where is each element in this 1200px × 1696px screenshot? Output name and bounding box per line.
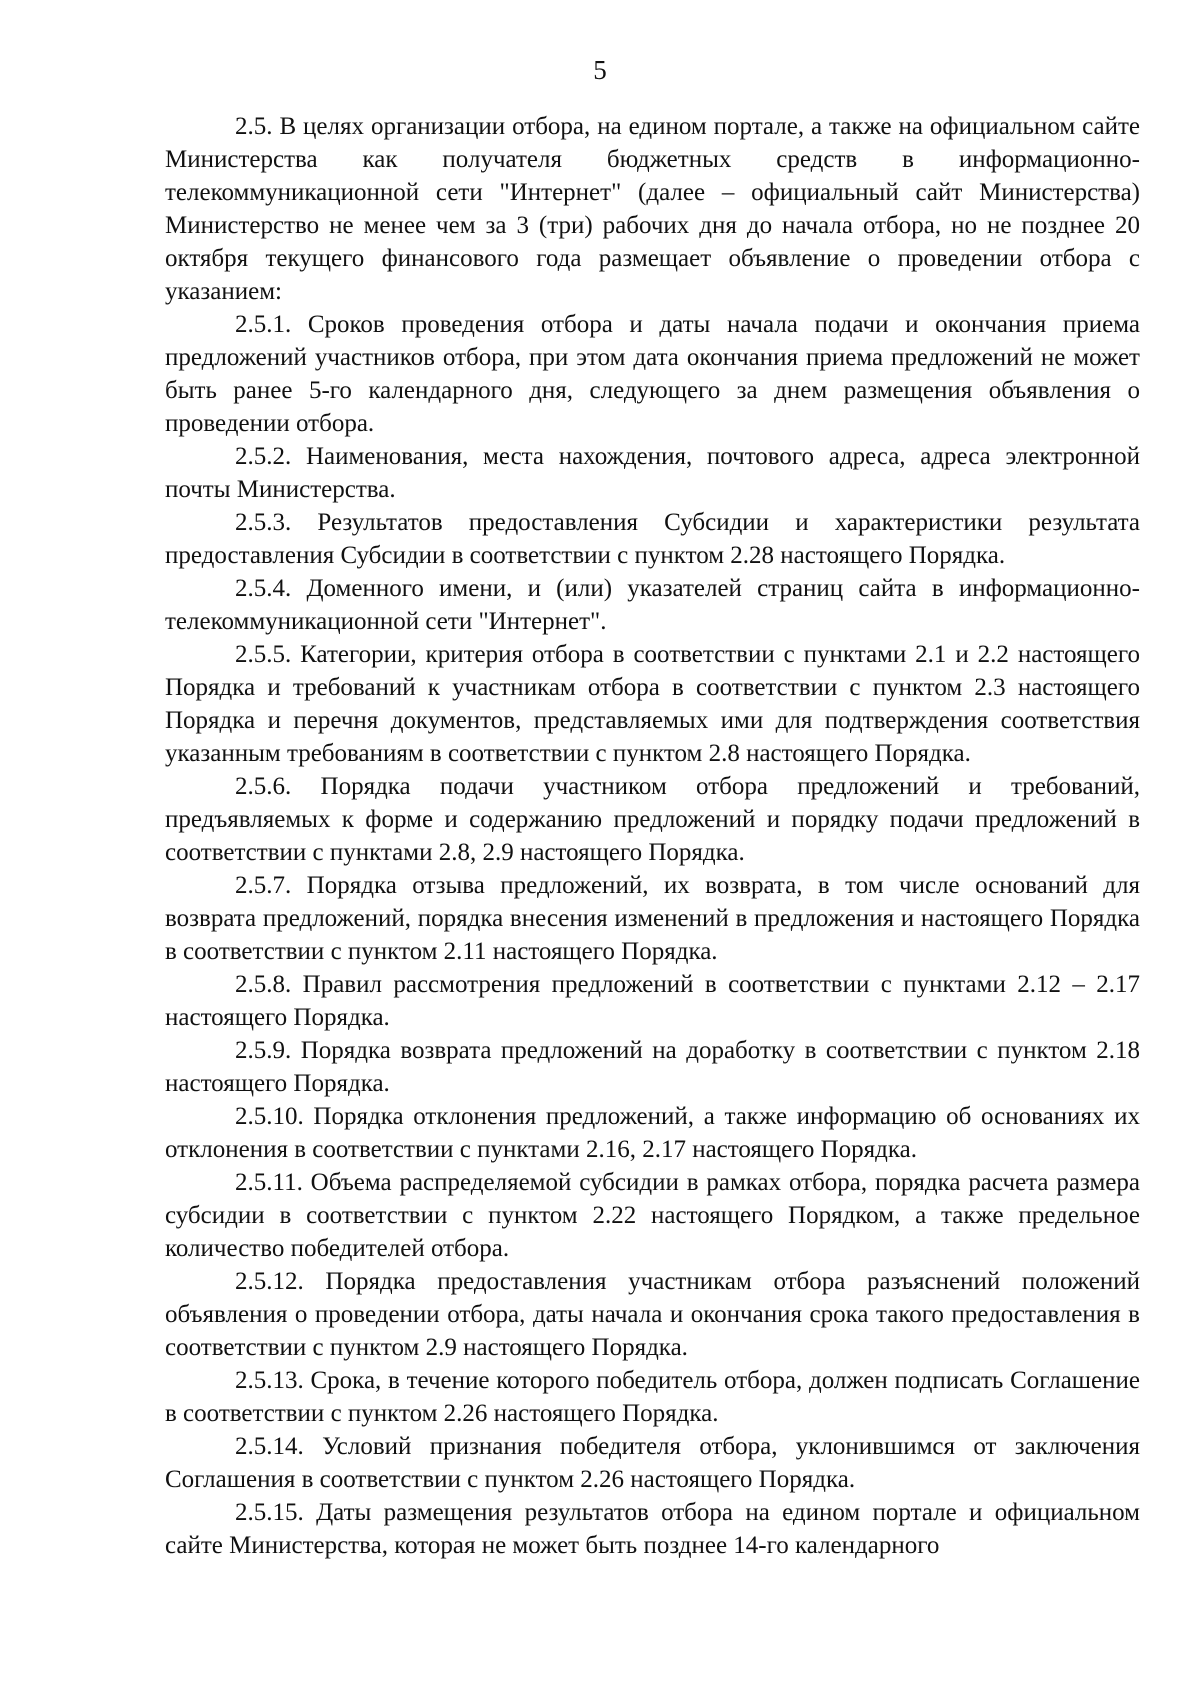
paragraph-2-5-2: 2.5.2. Наименования, места нахождения, почтового адреса, адреса электронной почты Министерства. (165, 443, 1140, 503)
paragraph-2-5-11: 2.5.11. Объема распределяемой субсидии в рамках отбора, порядка расчета размера субсидии в соответствии с пунктом 2.22 настоящего Порядком, а также предельное количество победителей отбора. (165, 1169, 1140, 1262)
document-body (165, 110, 1140, 1562)
paragraph-2-5-3: 2.5.3. Результатов предоставления Субсидии и характеристики результата предоставления Субсидии в соответствии с пунктом 2.28 настоящего Порядка. (165, 509, 1140, 569)
paragraph-2-5-7: 2.5.7. Порядка отзыва предложений, их возврата, в том числе оснований для возврата предложений, порядка внесения изменений в предложения и настоящего Порядка в соответствии с пунктом 2.11 настоящего Порядка. (165, 872, 1140, 965)
paragraph-2-5-10: 2.5.10. Порядка отклонения предложений, а также информацию об основаниях их отклонения в соответствии с пунктами 2.16, 2.17 настоящего Порядка. (165, 1103, 1140, 1163)
paragraph-2-5-8: 2.5.8. Правил рассмотрения предложений в соответствии с пунктами 2.12 – 2.17 настоящего Порядка. (165, 971, 1140, 1031)
paragraph-2-5-12: 2.5.12. Порядка предоставления участникам отбора разъяснений положений объявления о проведении отбора, даты начала и окончания срока такого предоставления в соответствии с пунктом 2.9 настоящего Порядка. (165, 1268, 1140, 1361)
paragraph-2-5-1: 2.5.1. Сроков проведения отбора и даты начала подачи и окончания приема предложений участников отбора, при этом дата окончания приема предложений не может быть ранее 5-го календарного дня, следующего за днем размещения объявления о проведении отбора. (165, 311, 1140, 437)
paragraph-2-5-15: 2.5.15. Даты размещения результатов отбора на едином портале и официальном сайте Министерства, которая не может быть позднее 14-го календарного (165, 1499, 1140, 1559)
paragraph-2-5-4: 2.5.4. Доменного имени, и (или) указателей страниц сайта в информационно-телекоммуникационной сети "Интернет". (165, 575, 1140, 635)
paragraph-2-5-13: 2.5.13. Срока, в течение которого победитель отбора, должен подписать Соглашение в соответствии с пунктом 2.26 настоящего Порядка. (165, 1367, 1140, 1427)
paragraph-2-5-9: 2.5.9. Порядка возврата предложений на доработку в соответствии с пунктом 2.18 настоящего Порядка. (165, 1037, 1140, 1097)
page-number: 5 (593, 55, 607, 85)
paragraph-2-5-5: 2.5.5. Категории, критерия отбора в соответствии с пунктами 2.1 и 2.2 настоящего Порядка и требований к участникам отбора в соответствии с пунктом 2.3 настоящего Порядка и перечня документов, представляемых ими для подтверждения соответствия указанным требованиям в соответствии с пунктом 2.8 настоящего Порядка. (165, 641, 1140, 767)
paragraph-2-5: 2.5. В целях организации отбора, на едином портале, а также на официальном сайте Министерства как получателя бюджетных средств в информационно-телекоммуникационной сети "Интернет" (далее – официальный сайт Министерства) Министерство не менее чем за 3 (три) рабочих дня до начала отбора, но не позднее 20 октября текущего финансового года размещает объявление о проведении отбора с указанием: (165, 113, 1140, 305)
paragraph-2-5-6: 2.5.6. Порядка подачи участником отбора предложений и требований, предъявляемых к форме и содержанию предложений и порядку подачи предложений в соответствии с пунктами 2.8, 2.9 настоящего Порядка. (165, 773, 1140, 866)
paragraph-2-5-14: 2.5.14. Условий признания победителя отбора, уклонившимся от заключения Соглашения в соответствии с пунктом 2.26 настоящего Порядка. (165, 1433, 1140, 1493)
